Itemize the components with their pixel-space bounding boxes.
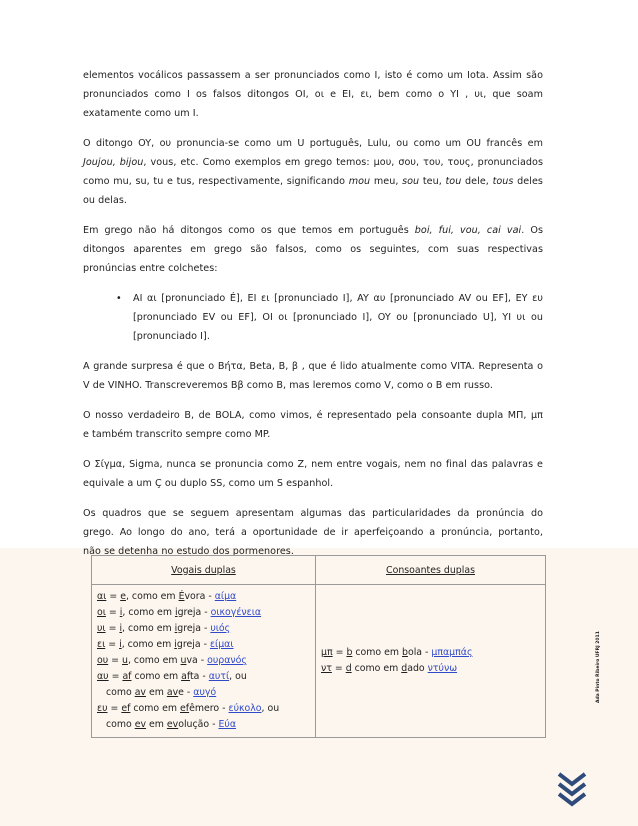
- text-fragment: , como em: [127, 655, 181, 666]
- text-fragment: , como em: [121, 639, 175, 650]
- greek-word-link[interactable]: ντύνω: [427, 663, 458, 674]
- sound-letter: av: [166, 687, 179, 698]
- text-fragment: ta -: [189, 671, 209, 682]
- text-line: [83, 153, 543, 172]
- text-fragment: , ou: [261, 703, 280, 714]
- paragraph-no-diphthongs: [83, 221, 543, 278]
- text-fragment: meu,: [373, 176, 399, 187]
- greek-word-link[interactable]: αίμα: [214, 591, 237, 602]
- continuation-text: como: [97, 719, 135, 730]
- text-fragment: =: [105, 639, 120, 650]
- table-row-entry: [97, 605, 310, 621]
- text-fragment: =: [105, 623, 120, 634]
- greek-digraph: ευ: [97, 703, 108, 714]
- text-fragment: ado: [407, 663, 428, 674]
- table-row-entry: [97, 637, 310, 653]
- table-row-entry: [97, 589, 310, 605]
- sound-letter: u: [180, 655, 187, 666]
- italic-words: boi, fui, vou, cai vai: [414, 225, 522, 236]
- sound-letter: ev: [134, 719, 147, 730]
- greek-word-link[interactable]: υιός: [210, 623, 231, 634]
- text-fragment: =: [108, 655, 122, 666]
- pronunciation-table: [91, 555, 546, 738]
- greek-word-link[interactable]: αυγό: [193, 687, 217, 698]
- text-line: O ditongo OY, ου pronuncia-se como um U português, Lulu, ou como um OU francês em: [83, 138, 543, 149]
- text-fragment: va -: [186, 655, 208, 666]
- table-row-entry: [97, 621, 310, 637]
- text-fragment: ola -: [407, 647, 432, 658]
- greek-digraph: ντ: [321, 663, 332, 674]
- text-fragment: greja -: [177, 623, 211, 634]
- italic-word: Joujou,: [83, 157, 116, 168]
- paragraph-diphthong-oy: [83, 134, 543, 210]
- text-line: não se detenha no estudo dos pormenores.: [83, 546, 294, 557]
- chevron-down-icon: [555, 770, 589, 810]
- sound-letter: i: [119, 607, 123, 618]
- continuation-text: como: [97, 687, 135, 698]
- greek-digraph: υι: [97, 623, 106, 634]
- text-fragment: . Os: [521, 225, 543, 236]
- table-row-entry: [97, 685, 310, 701]
- text-fragment: =: [108, 671, 123, 682]
- sound-letter: b: [346, 647, 353, 658]
- text-fragment: =: [107, 703, 122, 714]
- sound-letter: av: [134, 687, 146, 698]
- text-line: Os quadros que se seguem apresentam algumas das particularidades da pronúncia do: [83, 508, 543, 519]
- table-row-entry: [321, 661, 540, 677]
- table-header-row: [92, 556, 546, 585]
- greek-word-link[interactable]: αυτί: [208, 671, 230, 682]
- text-fragment: como em: [352, 647, 402, 658]
- greek-digraph: οι: [97, 607, 106, 618]
- text-line: [83, 172, 543, 191]
- text-line: elementos vocálicos passassem a ser pronunciados como I, isto é como um Iota. Assim são: [83, 70, 543, 81]
- text-line: pronúncias entre colchetes:: [83, 263, 218, 274]
- text-fragment: dele,: [465, 176, 489, 187]
- italic-word: sou: [402, 176, 420, 187]
- bullet-icon: •: [116, 293, 122, 304]
- text-fragment: e -: [178, 687, 194, 698]
- italic-word: tou: [445, 176, 462, 187]
- greek-digraph: αυ: [97, 671, 109, 682]
- text-line: O Σίγμα, Sigma, nunca se pronuncia como Z, nem entre vogais, nem no final das palavras e: [83, 459, 543, 470]
- sound-letter: i: [174, 607, 178, 618]
- sound-letter: e: [120, 591, 126, 602]
- text-line: exatamente como um I.: [83, 108, 199, 119]
- greek-word-link[interactable]: ουρανός: [207, 655, 247, 666]
- table-row-entry: [97, 717, 310, 733]
- table-row: [92, 585, 546, 738]
- greek-word-link[interactable]: εύκολο: [228, 703, 262, 714]
- bullet-list-item: [83, 289, 543, 346]
- text-fragment: como em: [131, 671, 182, 682]
- sound-letter: i: [119, 623, 123, 634]
- italic-word: bijou: [119, 157, 144, 168]
- greek-word-link[interactable]: Εύα: [218, 719, 237, 730]
- text-line: A grande surpresa é que o Βήτα, Beta, Β, β , que é lido atualmente como VITA. Representa o: [83, 361, 543, 372]
- italic-word: mou: [348, 176, 371, 187]
- table-row-entry: [97, 669, 310, 685]
- sound-letter: d: [401, 663, 408, 674]
- text-fragment: êmero -: [189, 703, 229, 714]
- sound-letter: i: [174, 623, 178, 634]
- text-fragment: =: [106, 591, 121, 602]
- text-line: [pronunciado I].: [133, 331, 210, 342]
- text-fragment: , ou: [229, 671, 247, 682]
- greek-digraph: ου: [97, 655, 109, 666]
- text-line: [83, 221, 543, 240]
- sound-letter: u: [122, 655, 128, 666]
- paragraph-beta: [83, 357, 543, 395]
- text-fragment: , como em: [122, 623, 175, 634]
- table-row-entry: [97, 701, 310, 717]
- text-fragment: como mu, su, tu e tus, respectivamente, significando: [83, 176, 346, 187]
- vowels-cell: [92, 585, 316, 738]
- text-line: equivale a um Ç ou duplo SS, como um S espanhol.: [83, 478, 334, 489]
- text-line: grego. Ao longo do ano, terá a oportunidade de ir aperfeiçoando a pronúncia, portanto,: [83, 527, 543, 538]
- paragraph-sigma: [83, 455, 543, 493]
- consonants-cell: [316, 585, 546, 738]
- table-row-entry: [97, 653, 310, 669]
- sound-letter: i: [119, 639, 122, 650]
- text-line: [pronunciado EV ou EF], OI οι [pronunciado I], OY ου [pronunciado U], YI υι ou: [133, 312, 543, 323]
- text-line: ditongos aparentes em grego são falsos, como os seguintes, com suas respectivas: [83, 244, 543, 255]
- sound-letter: af: [181, 671, 190, 682]
- paragraph-true-b: [83, 406, 543, 444]
- italic-word: tous: [492, 176, 514, 187]
- sound-letter: ef: [180, 703, 190, 714]
- greek-digraph: μπ: [321, 647, 333, 658]
- chevron-stroke: [559, 774, 585, 784]
- greek-digraph: αι: [97, 591, 107, 602]
- greek-word-link[interactable]: οικογένεια: [210, 607, 262, 618]
- vowels-list: [93, 586, 314, 736]
- greek-word-link[interactable]: μπαμπάς: [431, 647, 473, 658]
- text-fragment: =: [331, 663, 346, 674]
- header-vowels: Vogais duplas: [92, 556, 316, 585]
- text-fragment: =: [105, 607, 120, 618]
- sound-letter: b: [402, 647, 408, 658]
- paragraph-false-diphthongs: [83, 66, 543, 123]
- greek-word-link[interactable]: είμαι: [209, 639, 234, 650]
- bullet-text: [133, 289, 543, 346]
- text-fragment: , como em: [125, 591, 179, 602]
- sound-letter: ev: [166, 719, 179, 730]
- text-fragment: greja -: [177, 607, 211, 618]
- text-line: ou delas.: [83, 195, 128, 206]
- sound-letter: d: [345, 663, 352, 674]
- text-fragment: , como em: [122, 607, 175, 618]
- text-fragment: como em: [130, 703, 181, 714]
- text-line: pronunciados como I os falsos ditongos OI, οι e EI, ει, bem como o YI , υι, que soam: [83, 89, 543, 100]
- text-fragment: vora -: [184, 591, 215, 602]
- text-fragment: em: [146, 719, 167, 730]
- sound-letter: ef: [121, 703, 131, 714]
- text-fragment: , vous, etc. Como exemplos em grego temos: μου, σου, του, τους, pronunciados: [143, 157, 543, 168]
- text-fragment: olução -: [178, 719, 219, 730]
- consonants-list: [317, 642, 544, 680]
- paragraph-tables-intro: [83, 504, 543, 561]
- sound-letter: af: [122, 671, 132, 682]
- document-body: [83, 66, 543, 572]
- text-fragment: deles: [517, 176, 543, 187]
- text-line: e também transcrito sempre como MP.: [83, 429, 271, 440]
- text-fragment: greja -: [176, 639, 210, 650]
- sound-letter: i: [174, 639, 177, 650]
- text-fragment: Em grego não há ditongos como os que temos em português: [83, 225, 409, 236]
- header-consonants: Consoantes duplas: [316, 556, 546, 585]
- text-fragment: como em: [351, 663, 402, 674]
- text-fragment: teu,: [422, 176, 442, 187]
- text-fragment: =: [332, 647, 347, 658]
- sound-letter: É: [178, 591, 185, 602]
- text-line: O nosso verdadeiro B, de BOLA, como vimos, é representado pela consoante dupla MΠ, μπ: [83, 410, 543, 421]
- author-side-caption: Ada Pinto Ribeiro UFRJ 2011: [596, 631, 601, 703]
- greek-digraph: ει: [97, 639, 106, 650]
- text-line: V de VINHO. Transcreveremos Ββ como B, mas leremos como V, como o B em russo.: [83, 380, 493, 391]
- table-row-entry: [321, 645, 540, 661]
- text-line: AI αι [pronunciado É], EI ει [pronunciado I], AY αυ [pronunciado AV ou EF], EY ευ: [133, 293, 543, 304]
- text-fragment: em: [145, 687, 167, 698]
